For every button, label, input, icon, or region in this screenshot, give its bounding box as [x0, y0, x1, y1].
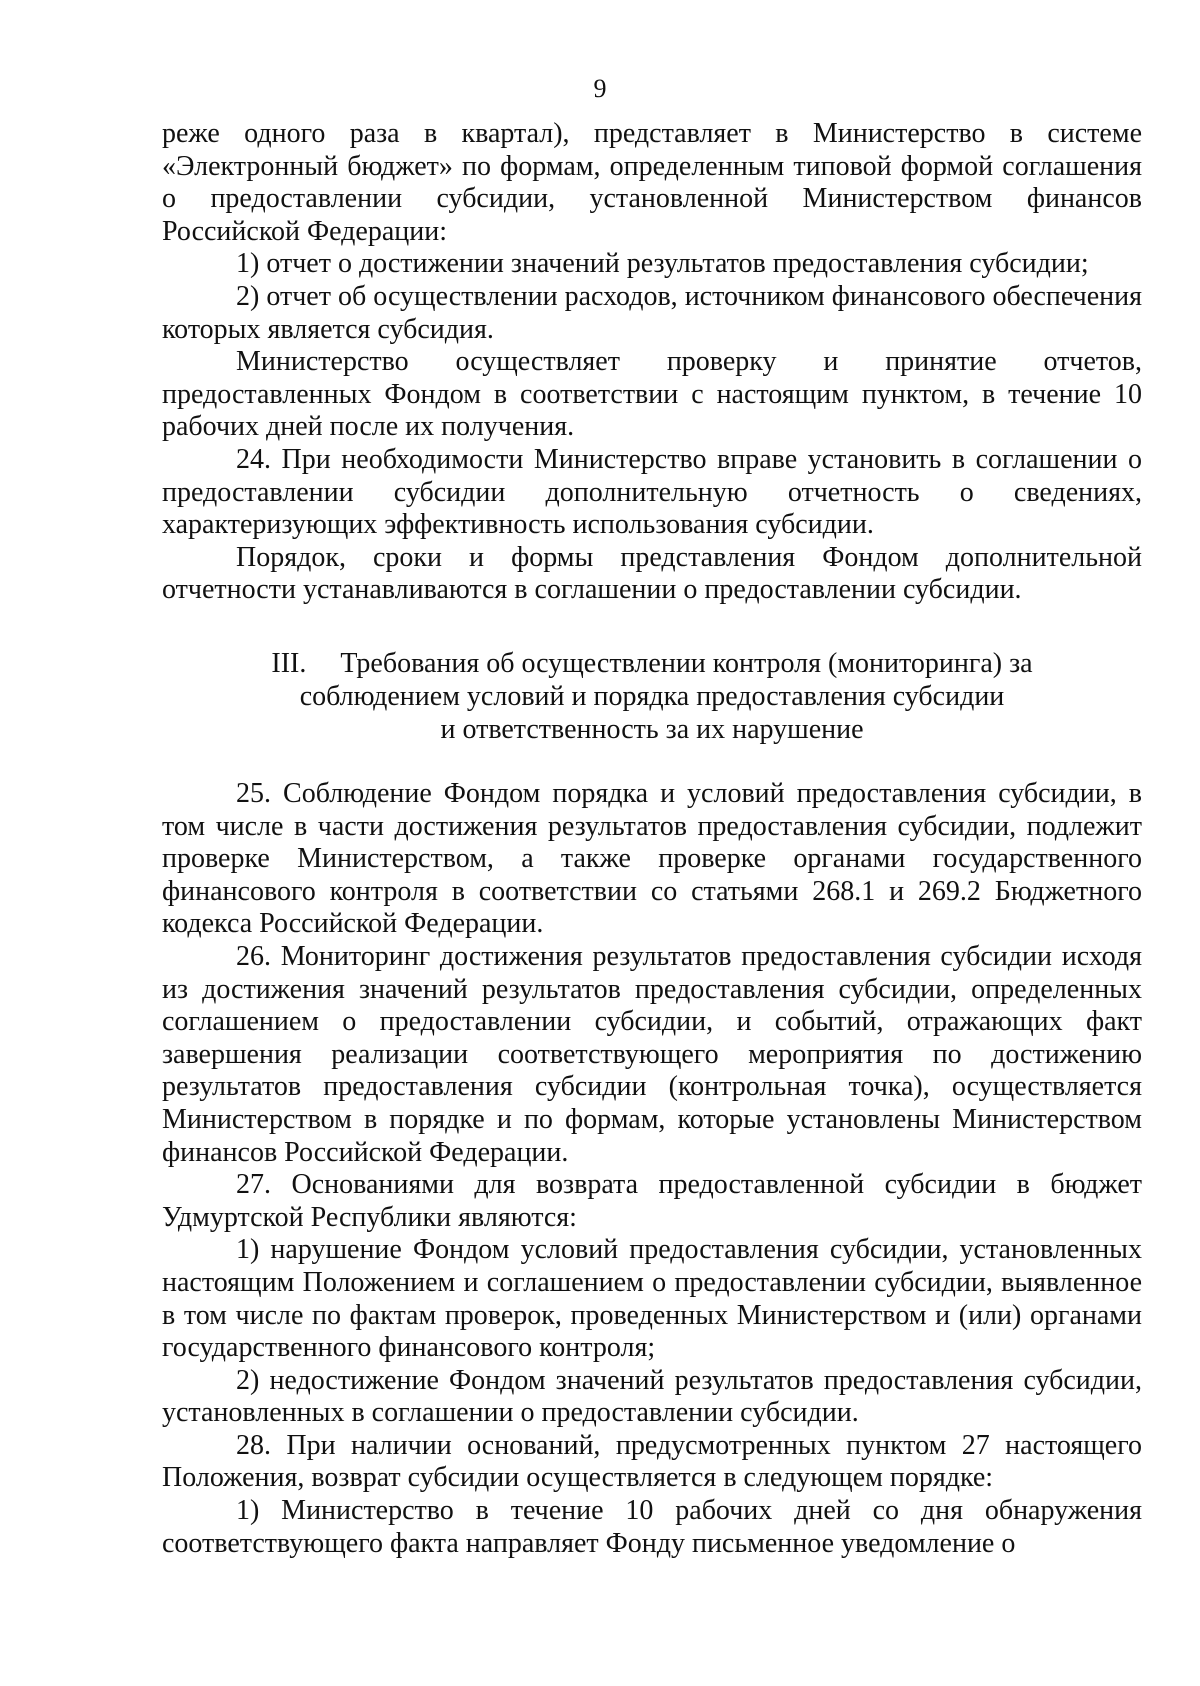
section-title-line-1: Требования об осуществлении контроля (мониторинга) за: [340, 648, 1033, 679]
body-text-top: [162, 118, 1142, 607]
paragraph: 24. При необходимости Министерство вправе установить в соглашении о предоставлении субсидии дополнительную отчетность о сведениях, характеризующих эффективность использования субсидии.: [162, 443, 1142, 541]
section-title-line-3: и ответственность за их нарушение: [440, 714, 864, 745]
paragraph: 2) недостижение Фондом значений результатов предоставления субсидии, установленных в соглашении о предоставлении субсидии.: [162, 1364, 1142, 1429]
paragraph: реже одного раза в квартал), представляет в Министерство в системе «Электронный бюджет» по формам, определенным типовой формой соглашения о предоставлении субсидии, установленной Министерством финансов Российской Федерации:: [162, 118, 1142, 247]
paragraph: 1) отчет о достижении значений результатов предоставления субсидии;: [236, 248, 1089, 280]
section-heading: [162, 647, 1142, 746]
paragraph: 2) отчет об осуществлении расходов, источником финансового обеспечения которых является субсидия.: [162, 280, 1142, 345]
paragraph: Порядок, сроки и формы представления Фондом дополнительной отчетности устанавливаются в соглашении о предоставлении субсидии.: [162, 541, 1142, 606]
paragraph: Министерство осуществляет проверку и принятие отчетов, предоставленных Фондом в соответствии с настоящим пунктом, в течение 10 рабочих дней после их получения.: [162, 346, 1142, 443]
paragraph: 26. Мониторинг достижения результатов предоставления субсидии исходя из достижения значений результатов предоставления субсидии, определенных соглашением о предоставлении субсидии, и событий, отражающих факт завершения реализации соответствующего мероприятия по достижению результатов предоставления субсидии (контрольная точка), осуществляется Министерством в порядке и по формам, которые установлены Министерством финансов Российской Федерации.: [162, 940, 1142, 1168]
paragraph: 28. При наличии оснований, предусмотренных пунктом 27 настоящего Положения, возврат субсидии осуществляется в следующем порядке:: [162, 1429, 1142, 1494]
paragraph: 27. Основаниями для возврата предоставленной субсидии в бюджет Удмуртской Республики являются:: [162, 1169, 1142, 1233]
page-number: 9: [593, 74, 607, 103]
paragraph: 25. Соблюдение Фондом порядка и условий предоставления субсидии, в том числе в части достижения результатов предоставления субсидии, подлежит проверке Министерством, а также проверке органами государственного финансового контроля в соответствии со статьями 268.1 и 269.2 Бюджетного кодекса Российской Федерации.: [162, 778, 1142, 940]
section-title-line-2: соблюдением условий и порядка предоставления субсидии: [299, 681, 1005, 712]
section-heading-line-1: [162, 647, 1142, 680]
paragraph: 1) Министерство в течение 10 рабочих дней со дня обнаружения соответствующего факта направляет Фонду письменное уведомление о: [162, 1495, 1142, 1559]
section-number: III.: [271, 648, 307, 679]
paragraph: 1) нарушение Фондом условий предоставления субсидии, установленных настоящим Положением и соглашением о предоставлении субсидии, выявленное в том числе по фактам проверок, проведенных Министерством и (или) органами государственного финансового контроля;: [162, 1234, 1142, 1364]
body-text-bottom: [162, 778, 1142, 1560]
